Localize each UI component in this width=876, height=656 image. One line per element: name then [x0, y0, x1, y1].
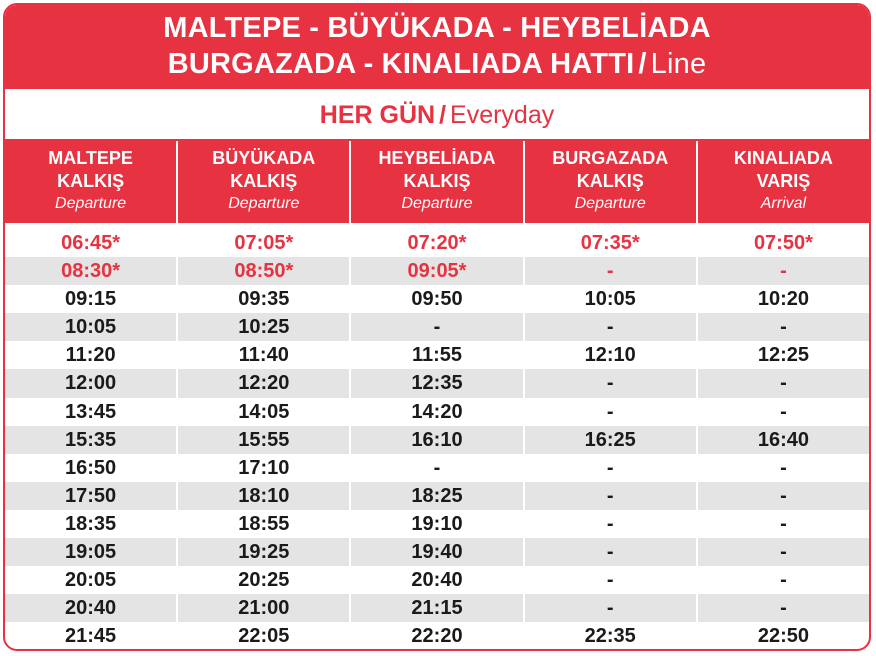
- time-cell: 18:35: [5, 510, 178, 538]
- column-header-action: KALKIŞ: [576, 171, 644, 191]
- time-cell: 19:10: [351, 510, 524, 538]
- table-row: [5, 482, 869, 510]
- table-row: [5, 594, 869, 622]
- table-row: [5, 426, 869, 454]
- time-cell: 07:50*: [753, 232, 813, 254]
- time-cell: 15:35: [5, 426, 178, 454]
- table-row: [5, 454, 869, 482]
- schedule-days-turkish: HER GÜN: [319, 101, 436, 129]
- time-cell: 12:20: [178, 369, 351, 397]
- time-cell: 22:50: [757, 625, 809, 648]
- time-cell: 16:25: [525, 426, 698, 454]
- column-header-action: KALKIŞ: [230, 171, 298, 191]
- time-cell: -: [525, 482, 698, 510]
- timetable-card: [3, 3, 871, 651]
- time-cell: 11:20: [5, 341, 178, 369]
- time-cell: -: [525, 566, 698, 594]
- time-cell: -: [525, 257, 698, 285]
- table-row: [5, 398, 869, 426]
- time-cell: 11:55: [351, 341, 524, 369]
- time-cell: 12:35: [351, 369, 524, 397]
- time-cell: 17:50: [5, 482, 178, 510]
- time-cell: 10:20: [757, 288, 809, 311]
- column-header-station: HEYBELİADA: [378, 148, 496, 168]
- time-cell: 09:15: [5, 285, 178, 313]
- time-cell: 17:10: [178, 454, 351, 482]
- column-headers: [5, 141, 869, 223]
- time-cell: 10:05: [525, 285, 698, 313]
- time-cell: 10:05: [5, 313, 178, 341]
- time-cell: -: [525, 454, 698, 482]
- time-cell: -: [525, 398, 698, 426]
- time-cell: 08:50*: [178, 257, 351, 285]
- time-cell: 16:10: [351, 426, 524, 454]
- time-cell: 07:35*: [525, 229, 698, 257]
- time-cell: 16:50: [5, 454, 178, 482]
- column-header-burgazada: [525, 141, 698, 223]
- table-row: [5, 510, 869, 538]
- column-header-english: Departure: [228, 195, 300, 212]
- table-row: [5, 313, 869, 341]
- column-header-maltepe: [5, 141, 178, 223]
- schedule-days-banner: [5, 89, 869, 141]
- title-banner: [5, 5, 869, 89]
- title-line-2-english: Line: [650, 48, 707, 80]
- time-cell: -: [525, 313, 698, 341]
- time-cell: 21:00: [178, 594, 351, 622]
- schedule-days-separator: /: [439, 101, 447, 129]
- time-cell: -: [525, 538, 698, 566]
- title-line-2: [5, 46, 869, 82]
- time-cell: 21:45: [5, 622, 178, 650]
- time-cell: 07:05*: [178, 229, 351, 257]
- time-cell: 09:50: [351, 285, 524, 313]
- time-cell: -: [780, 260, 787, 283]
- table-row: [5, 538, 869, 566]
- time-cell: 20:05: [5, 566, 178, 594]
- timetable-rows: [5, 223, 869, 650]
- time-cell: -: [780, 484, 787, 507]
- time-cell: 20:25: [178, 566, 351, 594]
- time-cell: 19:05: [5, 538, 178, 566]
- table-row: [5, 369, 869, 397]
- time-cell: 12:25: [757, 344, 809, 367]
- column-header-action: KALKIŞ: [57, 171, 125, 191]
- time-cell: 18:10: [178, 482, 351, 510]
- column-header-station: BÜYÜKADA: [212, 148, 316, 168]
- time-cell: -: [525, 594, 698, 622]
- time-cell: 22:05: [178, 622, 351, 650]
- time-cell: 19:25: [178, 538, 351, 566]
- time-cell: -: [780, 316, 787, 339]
- title-line-2-turkish: BURGAZADA - KINALIADA HATTI: [167, 48, 635, 80]
- time-cell: 20:40: [5, 594, 178, 622]
- time-cell: -: [780, 512, 787, 535]
- time-cell: 10:25: [178, 313, 351, 341]
- time-cell: 14:05: [178, 398, 351, 426]
- time-cell: -: [351, 313, 524, 341]
- title-line-1: MALTEPE - BÜYÜKADA - HEYBELİADA: [163, 12, 711, 44]
- time-cell: 06:45*: [5, 229, 178, 257]
- time-cell: 22:20: [351, 622, 524, 650]
- time-cell: 12:00: [5, 369, 178, 397]
- time-cell: -: [780, 569, 787, 592]
- title-separator: /: [638, 48, 647, 80]
- time-cell: -: [780, 541, 787, 564]
- time-cell: -: [780, 372, 787, 395]
- time-cell: 12:10: [525, 341, 698, 369]
- table-row: [5, 341, 869, 369]
- table-row: [5, 257, 869, 285]
- time-cell: 14:20: [351, 398, 524, 426]
- column-header-english: Departure: [401, 195, 473, 212]
- column-header-station: KINALIADA: [733, 148, 833, 168]
- time-cell: 09:35: [178, 285, 351, 313]
- time-cell: 15:55: [178, 426, 351, 454]
- time-cell: -: [780, 597, 787, 620]
- time-cell: 22:35: [525, 622, 698, 650]
- column-header-action: VARIŞ: [756, 171, 811, 191]
- column-header-buyukada: [178, 141, 351, 223]
- time-cell: -: [780, 400, 787, 423]
- time-cell: 07:20*: [351, 229, 524, 257]
- time-cell: 11:40: [178, 341, 351, 369]
- time-cell: 18:25: [351, 482, 524, 510]
- column-header-station: BURGAZADA: [552, 148, 669, 168]
- time-cell: -: [525, 510, 698, 538]
- column-header-english: Arrival: [760, 195, 807, 212]
- column-header-kinaliada: [698, 141, 869, 223]
- column-header-english: Departure: [55, 195, 127, 212]
- time-cell: 16:40: [757, 428, 809, 451]
- column-header-action: KALKIŞ: [403, 171, 471, 191]
- time-cell: 19:40: [351, 538, 524, 566]
- column-header-station: MALTEPE: [48, 148, 133, 168]
- time-cell: 09:05*: [351, 257, 524, 285]
- table-row: [5, 285, 869, 313]
- time-cell: 13:45: [5, 398, 178, 426]
- time-cell: 08:30*: [5, 257, 178, 285]
- schedule-days-english: Everyday: [450, 101, 555, 129]
- table-row: [5, 566, 869, 594]
- column-header-heybeliada: [351, 141, 524, 223]
- time-cell: 20:40: [351, 566, 524, 594]
- table-row: [5, 229, 869, 257]
- time-cell: 18:55: [178, 510, 351, 538]
- time-cell: -: [780, 456, 787, 479]
- table-row: [5, 622, 869, 650]
- column-header-english: Departure: [574, 195, 646, 212]
- time-cell: -: [351, 454, 524, 482]
- time-cell: 21:15: [351, 594, 524, 622]
- time-cell: -: [525, 369, 698, 397]
